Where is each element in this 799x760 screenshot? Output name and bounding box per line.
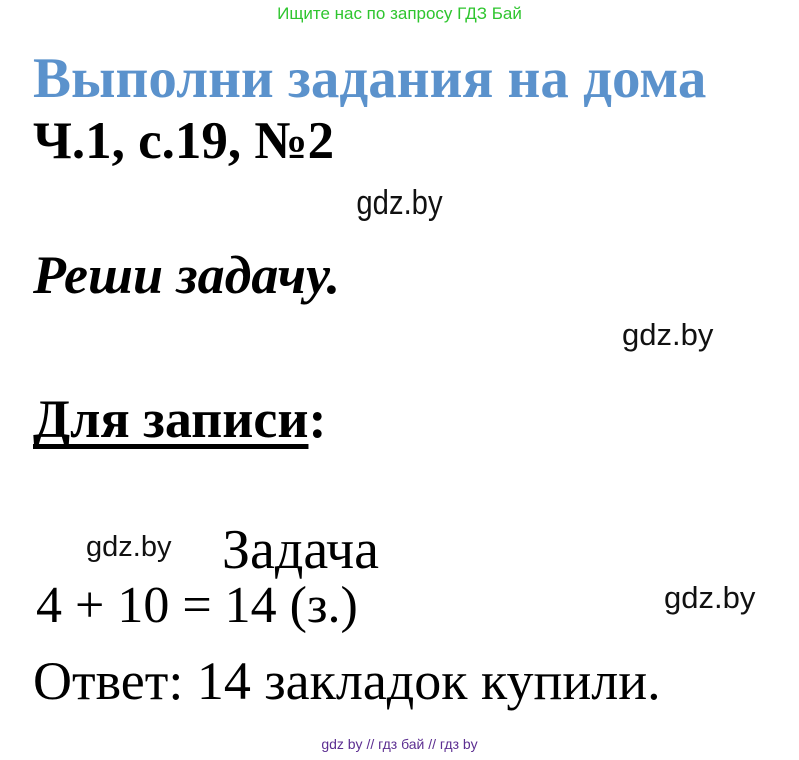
watermark-right-upper: gdz.by	[622, 317, 714, 352]
watermark-center: gdz.by	[356, 184, 443, 222]
page-title: Выполни задания на дома	[33, 47, 707, 110]
task-prompt: Реши задачу.	[33, 245, 341, 305]
watermark-right-lower: gdz.by	[664, 580, 756, 615]
task-reference: Ч.1, с.19, №2	[33, 112, 335, 170]
section-heading-text: Для записи	[33, 389, 309, 449]
solution-answer: Ответ: 14 закладок купили.	[33, 651, 661, 711]
watermark-left-lower: gdz.by	[86, 531, 172, 563]
site-footer: gdz by // гдз бай // гдз by	[321, 736, 478, 752]
solution-label: Задача	[222, 519, 380, 581]
section-heading	[33, 388, 326, 450]
solution-equation: 4 + 10 = 14 (з.)	[36, 577, 358, 634]
site-search-banner: Ищите нас по запросу ГДЗ Бай	[277, 4, 522, 23]
section-heading-colon: :	[308, 389, 327, 449]
